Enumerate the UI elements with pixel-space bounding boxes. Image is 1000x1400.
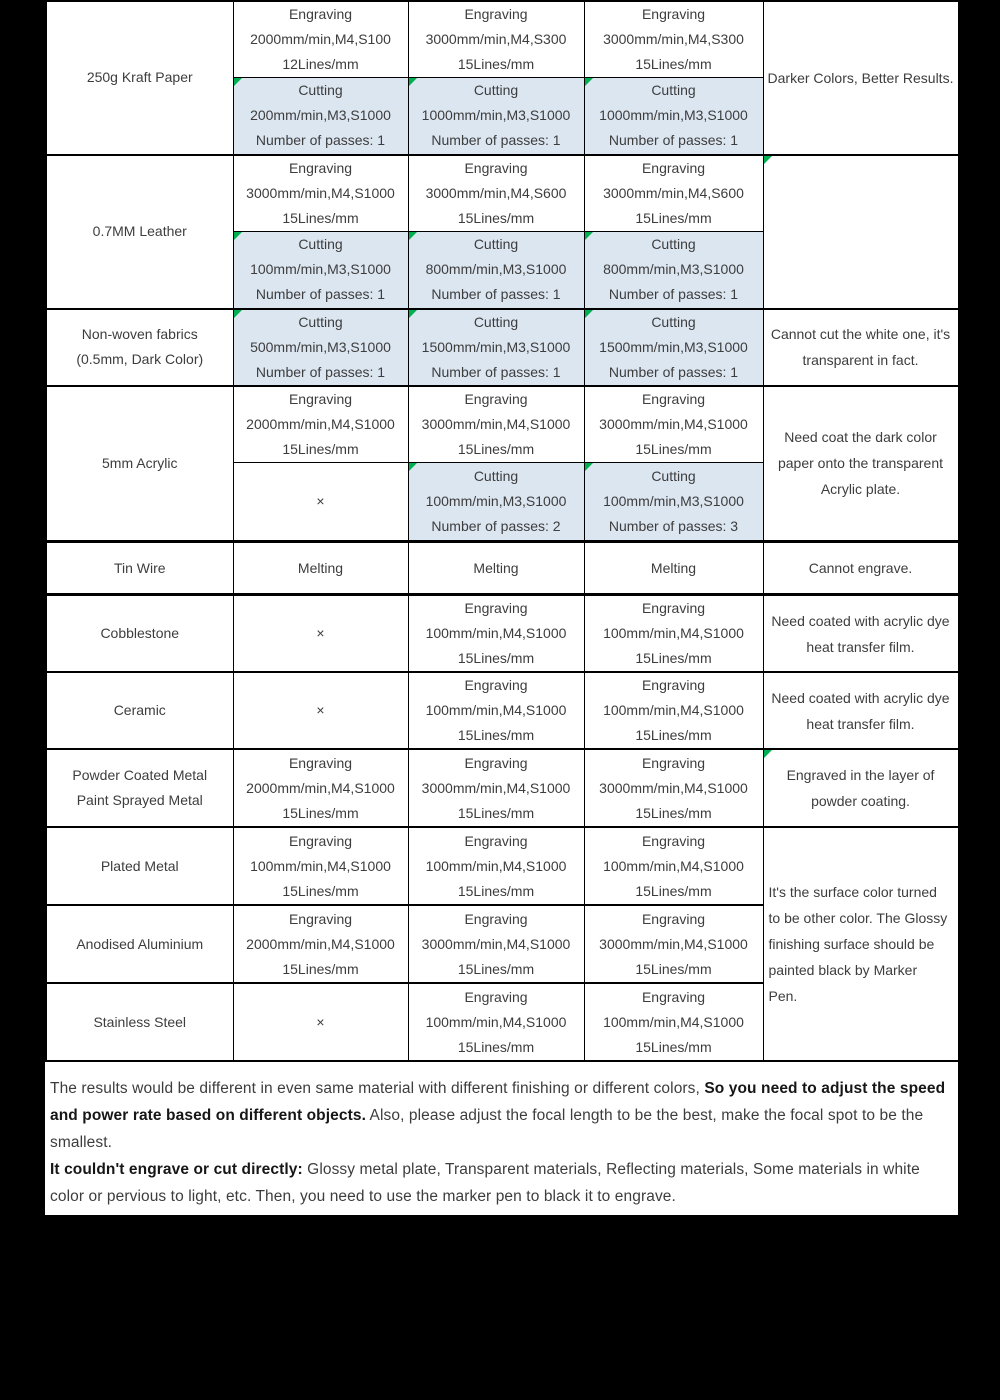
cell-line: Engraving (641, 390, 706, 407)
table-row (46, 386, 959, 463)
content-area (45, 0, 958, 1215)
material-cell (46, 155, 233, 309)
setting-cell (584, 386, 763, 463)
material-cell (46, 386, 233, 542)
material-line: (0.5mm, Dark Color) (76, 351, 204, 367)
setting-cell (584, 78, 763, 155)
cell-line: Melting (650, 559, 697, 576)
material-cell (46, 309, 233, 386)
material-cell (46, 749, 233, 827)
setting-cell (408, 78, 584, 155)
note-cell (763, 672, 959, 749)
note-text: Darker Colors, Better Results. (767, 69, 954, 86)
cell-line: 100mm/min,M4,S1000 (250, 857, 391, 874)
cell-line: Engraving (464, 677, 528, 693)
setting-cell (584, 672, 763, 749)
cell-line: Number of passes: 1 (431, 286, 561, 303)
setting-cell (584, 983, 763, 1061)
setting-cell (233, 78, 408, 155)
setting-cell (408, 542, 584, 595)
setting-cell (584, 595, 763, 673)
setting-cell (233, 983, 408, 1061)
cell-line: 15Lines/mm (635, 440, 712, 457)
table-row (46, 155, 959, 232)
note-cell (763, 595, 959, 673)
cell-line: Engraving (288, 754, 353, 771)
cell-line: 15Lines/mm (457, 440, 535, 457)
cell-line: 100mm/min,M3,S1000 (425, 493, 567, 509)
cell-line: 2000mm/min,M4,S1000 (246, 935, 395, 952)
comment-marker-icon (409, 232, 417, 240)
comment-marker-icon (585, 78, 593, 86)
cell-line: Number of passes: 1 (608, 132, 739, 149)
cell-line: Number of passes: 1 (255, 363, 386, 380)
cell-line: 1500mm/min,M3,S1000 (599, 338, 748, 355)
material-line: Paint Sprayed Metal (76, 792, 203, 808)
cell-line: 15Lines/mm (457, 727, 535, 743)
cell-line: 2000mm/min,M4,S1000 (246, 415, 395, 432)
material-cell (46, 983, 233, 1061)
cell-line: Engraving (288, 6, 353, 22)
note-cell (763, 542, 959, 595)
cell-line: Cutting (473, 236, 519, 253)
note-cell (763, 749, 959, 827)
cell-line: 100mm/min,M4,S1000 (425, 702, 567, 718)
cell-line: Engraving (641, 6, 706, 22)
cell-line: Number of passes: 1 (255, 286, 386, 303)
cell-line: 1500mm/min,M3,S1000 (421, 338, 571, 355)
setting-cell (584, 905, 763, 983)
setting-cell (408, 749, 584, 827)
cell-line: 3000mm/min,M4,S1000 (599, 779, 748, 796)
footer-paragraph (50, 1156, 948, 1210)
cell-line: Number of passes: 1 (431, 363, 561, 380)
note-text: Engraved in the layer of powder coating. (786, 767, 935, 809)
setting-cell (408, 386, 584, 463)
cell-line: Engraving (641, 159, 706, 176)
cell-line: 15Lines/mm (635, 727, 712, 743)
footer-text: Also, please adjust the focal length to be the best, make the focal spot to be the smallest. (50, 1107, 924, 1151)
cell-line: Engraving (641, 754, 706, 771)
footer-text: The results would be different in even same material with different finishing or different colors, (50, 1080, 705, 1097)
footer-paragraph (50, 1075, 948, 1156)
cell-line: 2000mm/min,M4,S100 (250, 31, 391, 47)
material-cell (46, 827, 233, 905)
cell-line: Number of passes: 1 (608, 363, 739, 380)
cell-line: 3000mm/min,M4,S1000 (599, 935, 748, 952)
cell-line: × (316, 493, 325, 509)
table-row (46, 672, 959, 749)
setting-cell (584, 463, 763, 542)
cell-line: 15Lines/mm (457, 209, 535, 226)
table-row (46, 1, 959, 78)
setting-cell (408, 595, 584, 673)
cell-line: 12Lines/mm (282, 56, 359, 72)
note-cell (763, 386, 959, 542)
material-line: Stainless Steel (93, 1013, 187, 1030)
material-line: Cobblestone (100, 625, 180, 641)
cell-line: 15Lines/mm (635, 56, 712, 72)
note-cell (763, 827, 959, 1061)
cell-line: 15Lines/mm (457, 804, 535, 821)
material-cell (46, 595, 233, 673)
comment-marker-icon (585, 232, 593, 240)
setting-cell (233, 463, 408, 542)
comment-marker-icon (234, 310, 242, 318)
note-cell (763, 1, 959, 155)
cell-line: Engraving (641, 832, 706, 849)
cell-line: Engraving (464, 6, 528, 22)
setting-cell (408, 155, 584, 232)
cell-line: 15Lines/mm (457, 1038, 535, 1055)
note-text: Need coated with acrylic dye heat transfer film. (771, 612, 950, 655)
cell-line: Engraving (288, 390, 353, 407)
cell-line: Number of passes: 1 (255, 132, 386, 149)
cell-line: 15Lines/mm (282, 960, 359, 977)
material-cell (46, 1, 233, 155)
cell-line: 15Lines/mm (282, 440, 359, 457)
note-text: Cannot cut the white one, it's transparent in fact. (770, 326, 951, 368)
cell-line: Cutting (651, 82, 696, 99)
cell-line: 100mm/min,M4,S1000 (603, 1013, 744, 1030)
cell-line: 15Lines/mm (635, 882, 712, 899)
material-cell (46, 672, 233, 749)
cell-line: 3000mm/min,M4,S1000 (246, 184, 395, 201)
comment-marker-icon (764, 156, 772, 164)
material-cell (46, 542, 233, 595)
note-cell (763, 155, 959, 309)
note-text: It's the surface color turned to be other color. The Glossy finishing surface should be painted black by Marker Pen. (768, 884, 948, 1004)
cell-line: 15Lines/mm (635, 1038, 712, 1055)
material-settings-table (45, 0, 961, 1062)
material-cell (46, 905, 233, 983)
setting-cell (233, 672, 408, 749)
cell-line: 15Lines/mm (457, 960, 535, 977)
cell-line: Engraving (464, 988, 528, 1005)
cell-line: Engraving (464, 754, 528, 771)
cell-line: 100mm/min,M4,S1000 (603, 702, 744, 718)
material-line: Plated Metal (100, 857, 179, 874)
cell-line: 15Lines/mm (282, 209, 359, 226)
cell-line: 100mm/min,M4,S1000 (603, 857, 744, 874)
cell-line: 3000mm/min,M4,S300 (425, 31, 567, 47)
setting-cell (584, 542, 763, 595)
cell-line: 15Lines/mm (457, 882, 535, 899)
setting-cell (584, 1, 763, 78)
cell-line: Engraving (288, 159, 353, 176)
material-line: Non-woven fabrics (81, 326, 198, 342)
cell-line: 1000mm/min,M3,S1000 (599, 107, 748, 124)
cell-line: Cutting (473, 468, 519, 484)
setting-cell (408, 672, 584, 749)
material-line: 250g Kraft Paper (86, 69, 193, 86)
cell-line: 15Lines/mm (457, 650, 535, 666)
comment-marker-icon (409, 78, 417, 86)
cell-line: 800mm/min,M3,S1000 (603, 261, 744, 278)
note-cell (763, 309, 959, 386)
cell-line: × (316, 702, 325, 718)
cell-line: 15Lines/mm (635, 960, 712, 977)
table-row (46, 749, 959, 827)
cell-line: Engraving (641, 677, 706, 693)
cell-line: Engraving (464, 910, 528, 927)
setting-cell (233, 232, 408, 309)
cell-line: Number of passes: 1 (431, 132, 561, 149)
cell-line: 15Lines/mm (635, 209, 712, 226)
footer-text-bold: It couldn't engrave or cut directly: (50, 1161, 303, 1178)
setting-cell (408, 983, 584, 1061)
setting-cell (233, 386, 408, 463)
table-row (46, 827, 959, 905)
cell-line: 100mm/min,M4,S1000 (425, 625, 567, 641)
cell-line: 3000mm/min,M4,S600 (603, 184, 744, 201)
setting-cell (233, 309, 408, 386)
cell-line: 100mm/min,M3,S1000 (603, 493, 744, 509)
cell-line: Melting (473, 559, 519, 576)
material-line: Ceramic (113, 702, 166, 718)
cell-line: Engraving (641, 600, 706, 616)
cell-line: 15Lines/mm (282, 804, 359, 821)
cell-line: 3000mm/min,M4,S600 (425, 184, 567, 201)
material-line: Tin Wire (113, 559, 166, 576)
settings-table-body (46, 1, 959, 1061)
setting-cell (584, 309, 763, 386)
setting-cell (584, 827, 763, 905)
cell-line: Cutting (473, 313, 519, 330)
cell-line: Cutting (651, 468, 696, 484)
cell-line: Number of passes: 1 (608, 286, 739, 303)
cell-line: 2000mm/min,M4,S1000 (246, 779, 395, 796)
cell-line: 3000mm/min,M4,S300 (603, 31, 744, 47)
cell-line: 15Lines/mm (282, 882, 359, 899)
cell-line: Engraving (641, 988, 706, 1005)
setting-cell (233, 595, 408, 673)
cell-line: × (316, 1013, 325, 1030)
cell-line: 3000mm/min,M4,S1000 (421, 935, 571, 952)
setting-cell (233, 155, 408, 232)
cell-line: 100mm/min,M4,S1000 (425, 1013, 567, 1030)
setting-cell (584, 232, 763, 309)
cell-line: Cutting (298, 313, 343, 330)
cell-line: 200mm/min,M3,S1000 (250, 107, 391, 124)
comment-marker-icon (409, 310, 417, 318)
cell-line: 15Lines/mm (635, 650, 712, 666)
cell-line: 800mm/min,M3,S1000 (425, 261, 567, 278)
comment-marker-icon (234, 78, 242, 86)
cell-line: Engraving (464, 600, 528, 616)
footer-text-bold: So you need to adjust the speed and power rate based on different objects. (50, 1080, 946, 1124)
material-line: 0.7MM Leather (92, 223, 187, 239)
setting-cell (584, 749, 763, 827)
cell-line: 1000mm/min,M3,S1000 (421, 107, 571, 124)
material-line: Anodised Aluminium (76, 935, 204, 952)
cell-line: 15Lines/mm (457, 56, 535, 72)
table-row (46, 595, 959, 673)
cell-line: Cutting (651, 236, 696, 253)
setting-cell (233, 905, 408, 983)
cell-line: 500mm/min,M3,S1000 (250, 338, 391, 355)
setting-cell (408, 827, 584, 905)
material-line: 5mm Acrylic (102, 454, 178, 471)
note-text: Need coat the dark color paper onto the transparent Acrylic plate. (777, 429, 943, 498)
comment-marker-icon (409, 463, 417, 471)
note-text: Need coated with acrylic dye heat transfer film. (771, 689, 950, 732)
comment-marker-icon (585, 310, 593, 318)
cell-line: 100mm/min,M3,S1000 (250, 261, 391, 278)
setting-cell (233, 749, 408, 827)
comment-marker-icon (234, 232, 242, 240)
cell-line: 3000mm/min,M4,S1000 (421, 779, 571, 796)
cell-line: Cutting (473, 82, 519, 99)
cell-line: Number of passes: 2 (431, 518, 561, 534)
cell-line: Melting (297, 559, 344, 576)
footer-notes (45, 1062, 958, 1215)
cell-line: Engraving (464, 832, 528, 849)
table-row (46, 309, 959, 386)
cell-line: 3000mm/min,M4,S1000 (421, 415, 571, 432)
note-text: Cannot engrave. (808, 560, 913, 576)
cell-line: 3000mm/min,M4,S1000 (599, 415, 748, 432)
cell-line: × (316, 625, 325, 641)
setting-cell (233, 1, 408, 78)
setting-cell (584, 155, 763, 232)
table-row (46, 542, 959, 595)
setting-cell (408, 1, 584, 78)
setting-cell (408, 463, 584, 542)
cell-line: Engraving (288, 832, 353, 849)
setting-cell (408, 232, 584, 309)
cell-line: Engraving (288, 910, 353, 927)
setting-cell (408, 309, 584, 386)
footer-text: Glossy metal plate, Transparent materials, Reflecting materials, Some materials in white color or pervious to light, etc. Then, you need to use the marker pen to black it to engrave. (50, 1161, 920, 1205)
material-line: Powder Coated Metal (72, 767, 208, 783)
cell-line: Cutting (651, 313, 696, 330)
cell-line: 100mm/min,M4,S1000 (425, 857, 567, 874)
cell-line: Number of passes: 3 (608, 518, 739, 534)
cell-line: Engraving (641, 910, 706, 927)
comment-marker-icon (585, 463, 593, 471)
cell-line: Engraving (464, 390, 528, 407)
cell-line: 100mm/min,M4,S1000 (603, 625, 744, 641)
cell-line: 15Lines/mm (635, 804, 712, 821)
setting-cell (408, 905, 584, 983)
cell-line: Cutting (298, 82, 343, 99)
setting-cell (233, 827, 408, 905)
setting-cell (233, 542, 408, 595)
comment-marker-icon (764, 750, 772, 758)
cell-line: Cutting (298, 236, 343, 253)
cell-line: Engraving (464, 159, 528, 176)
